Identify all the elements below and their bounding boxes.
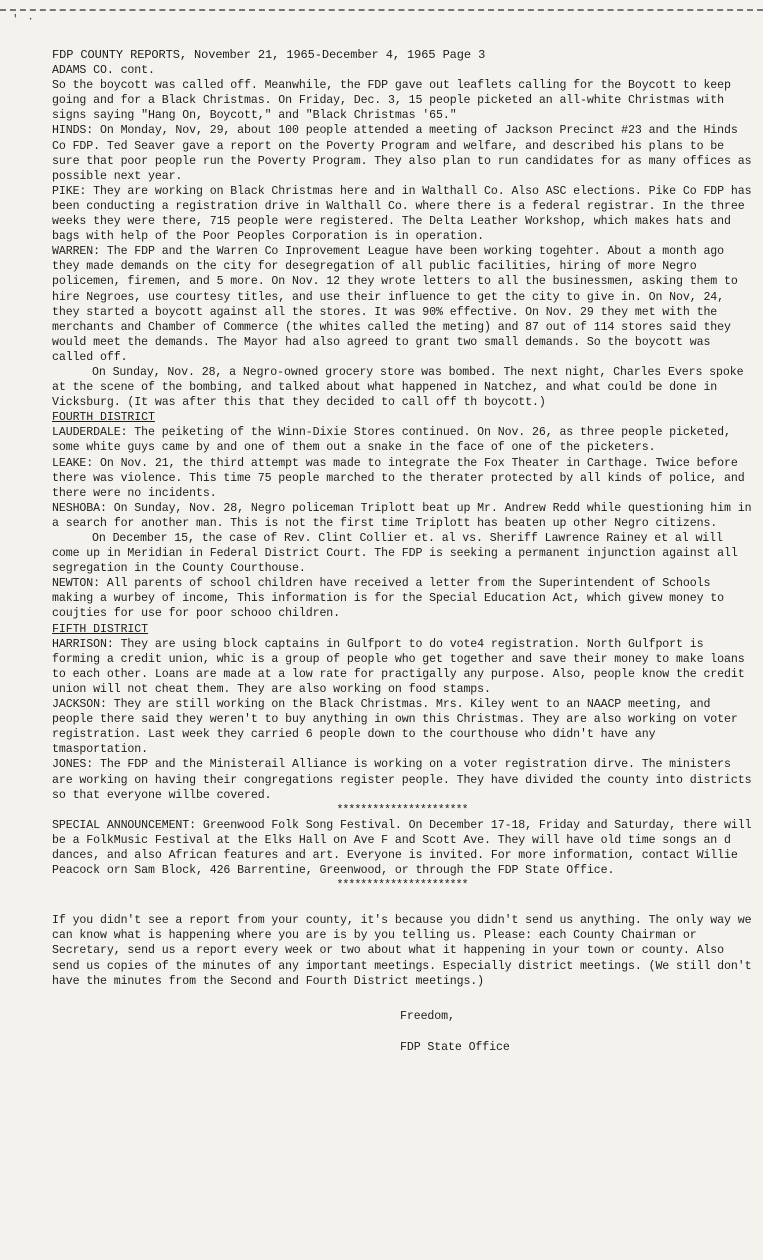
adams-paragraph: So the boycott was called off. Meanwhile, the FDP gave out leaflets calling for the Boycott to keep going and for a Black Christmas. On Friday, Dec. 3, 15 people picketed an all-white Christmas with signs saying "Hang On, Boycott," and "Black Christmas '65." [52, 79, 731, 123]
leake-paragraph: LEAKE: On Nov. 21, the third attempt was made to integrate the Fox Theater in Carthage. Twice before there was violence. This time 75 people marched to the therater protected by all kinds of police, and there were no incidents. [52, 456, 745, 500]
jackson-paragraph: JACKSON: They are still working on the Black Christmas. Mrs. Kiley went to an NAACP meeting, and people there said they weren't to buy anything in own this Christmas. They are also working on voter registration. Last week they carried 6 people down to the courthouse who didn't have any tmasportation. [52, 698, 738, 757]
adams-heading: ADAMS CO. cont. [52, 64, 155, 78]
pike-paragraph: PIKE: They are working on Black Christmas here and in Walthall Co. Also ASC elections. Pike Co FDP has been conducting a registration drive in Walthall Co. where there is a federal registrar. In the three weeks they were there, 715 people were registered. The Delta Leather Workshop, which makes hats and bags with help of the Poor Peoples Corporation is in operation. [52, 184, 752, 244]
neshoba-paragraph: NESHOBA: On Sunday, Nov. 28, Negro policeman Triplott beat up Mr. Andrew Redd while questioning him in a search for another man. This is not the first time Triplott has beaten up other Negro citizens. [52, 501, 752, 530]
spacer [52, 1024, 752, 1040]
document-page [52, 48, 752, 1055]
special-announcement: SPECIAL ANNOUNCEMENT: Greenwood Folk Song Festival. On December 17-18, Friday and Saturday, there will be a FolkMusic Festival at the Elks Hall on Ave F and Scott Ave. They will have old time songs an d dances, and also African features and art. Everyone is invited. For more information, contact Willie Peacock orn Sam Block, 426 Barrentine, Greenwood, or through the FDP State Office. [52, 818, 752, 878]
separator-top: ********************** [336, 803, 468, 817]
top-border [0, 0, 763, 11]
collier-case-paragraph: On December 15, the case of Rev. Clint Collier et. al vs. Sheriff Lawrence Rainey et al will come up in Meridian in Federal District Court. The FDP is seeking a permanent injunction against all segregation in the County Courthouse. [52, 532, 738, 576]
margin-marks: ' · [12, 14, 35, 26]
closing-paragraph: If you didn't see a report from your county, it's because you didn't send us anything. The only way we can know what is happening where you are is by you telling us. Please: each County Chairman or Secretary, send us a report every week or two about what it happening in your town or county. Also send us copies of the minutes of any important meetings. Especially district meetings. (We still don't have the minutes from the Second and Fourth District meetings.) [52, 914, 752, 988]
signature: FDP State Office [400, 1040, 510, 1054]
separator-bottom: ********************** [336, 879, 468, 893]
spacer [52, 893, 752, 913]
salutation: Freedom, [400, 1009, 455, 1023]
spacer [52, 989, 752, 1009]
warren-paragraph: WARREN: The FDP and the Warren Co Inprovement League have been working togehter. About a month ago they made demands on the city for desegregation of all public facilities, hiring of more Negro policemen, firemen, and 5 more. On Nov. 12 they wrote letters to all the businessmen, asking them to hire Negroes, use courtesy titles, and use their influence to get the city to give in. On Nov, 24, they started a boycott against all the stores. It was 90% effective. On Nov. 29 they met with the merchants and Chamber of Commerce (the whites called the meting) and 87 out of 114 stores said they would meet the demands. The Mayor had also agreed to grant two small demands. So the boycott was called off. [52, 245, 738, 364]
fourth-district-heading: FOURTH DISTRICT [52, 411, 155, 425]
hinds-paragraph: HINDS: On Monday, Nov, 29, about 100 people attended a meeting of Jackson Precinct #23 and the Hinds Co FDP. Ted Seaver gave a report on the Poverty Program and welfare, and described his plans to be sure that poor people run the Poverty Program. They also plan to run candidates for as many offices as possible next year. [52, 124, 752, 183]
harrison-paragraph: HARRISON: They are using block captains in Gulfport to do vote4 registration. North Gulfport is forming a credit union, whic is a group of people who get together and save their money to make loans to each other. Loans are made at a low rate for practigally any purpose. Also, people know the credit union will not cheat them. They are also working on food stamps. [52, 637, 745, 696]
jones-paragraph: JONES: The FDP and the Ministerail Alliance is working on a voter registration dirve. The ministers are working on having their congregations register people. They have divided the county into districts so that everyone willbe covered. [52, 758, 752, 802]
bombing-paragraph: On Sunday, Nov. 28, a Negro-owned grocery store was bombed. The next night, Charles Evers spoke at the scene of the bombing, and talked about what happened in Natchez, and what could be done in Vicksburg. (It was after this that they decided to call off th boycott.) [52, 365, 744, 410]
fifth-district-heading: FIFTH DISTRICT [52, 622, 149, 636]
lauderdale-paragraph: LAUDERDALE: The peiketing of the Winn-Dixie Stores continued. On Nov. 26, as three people picketed, some white guys came by and one of them out a snake in the face of one of the picketers. [52, 426, 731, 455]
page-header: FDP COUNTY REPORTS, November 21, 1965-December 4, 1965 Page 3 [52, 48, 486, 62]
newton-paragraph: NEWTON: All parents of school children have received a letter from the Superintendent of Schools making a wurbey of income, This information is for the Special Education Act, which givew money to coujties for use for poor schooo children. [52, 577, 725, 621]
